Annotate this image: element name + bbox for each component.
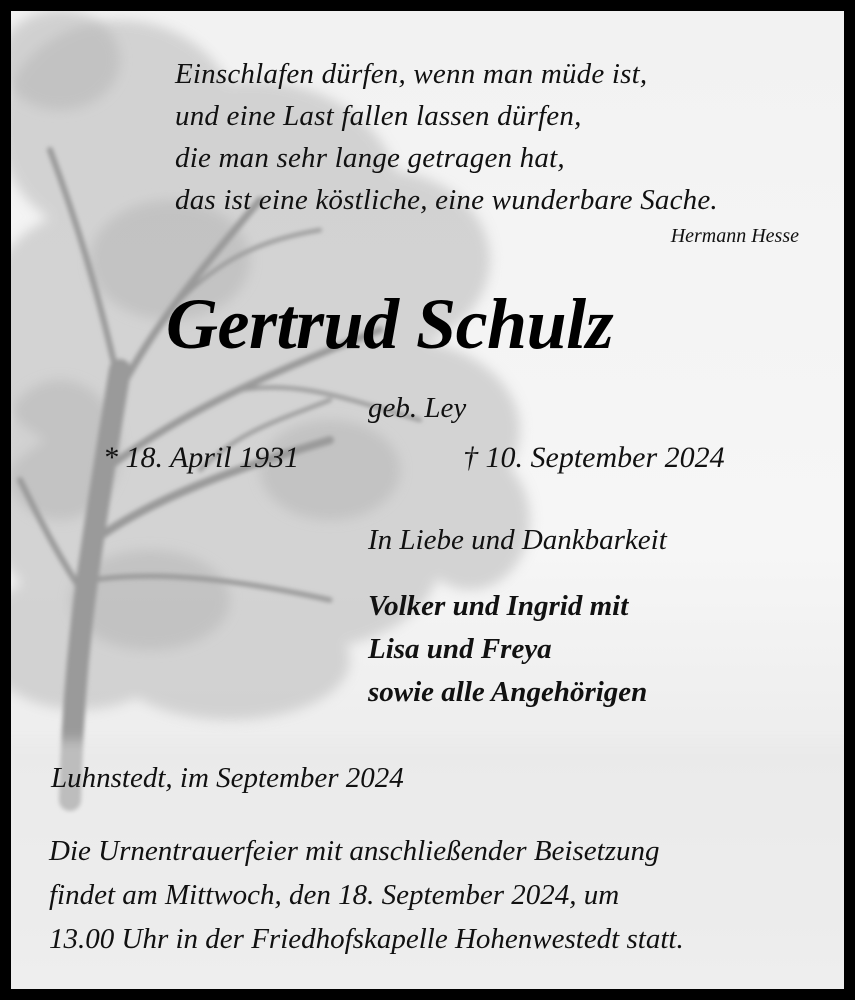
funeral-service-info [49, 829, 684, 961]
dedication-line: In Liebe und Dankbarkeit [368, 524, 667, 556]
poem [175, 53, 718, 221]
mourner-line: Volker und Ingrid mit [368, 590, 629, 622]
place-and-date: Luhnstedt, im September 2024 [51, 762, 404, 794]
service-line: Die Urnentrauerfeier mit anschließender Beisetzung [49, 835, 660, 867]
service-line: 13.00 Uhr in der Friedhofskapelle Hohenwestedt statt. [49, 923, 684, 955]
deceased-name: Gertrud Schulz [166, 284, 614, 364]
mourners-list [368, 585, 647, 714]
poem-line: Einschlafen dürfen, wenn man müde ist, [175, 58, 648, 90]
poem-author: Hermann Hesse [670, 225, 799, 247]
poem-line: das ist eine köstliche, eine wunderbare Sache. [175, 184, 718, 216]
poem-line: und eine Last fallen lassen dürfen, [175, 100, 582, 132]
maiden-name: geb. Ley [368, 392, 467, 424]
birth-date: * 18. April 1931 [103, 441, 300, 474]
death-date: † 10. September 2024 [463, 441, 725, 474]
mourner-line: Lisa und Freya [368, 633, 552, 665]
service-line: findet am Mittwoch, den 18. September 2024, um [49, 879, 620, 911]
poem-line: die man sehr lange getragen hat, [175, 142, 565, 174]
mourner-line: sowie alle Angehörigen [368, 676, 648, 708]
